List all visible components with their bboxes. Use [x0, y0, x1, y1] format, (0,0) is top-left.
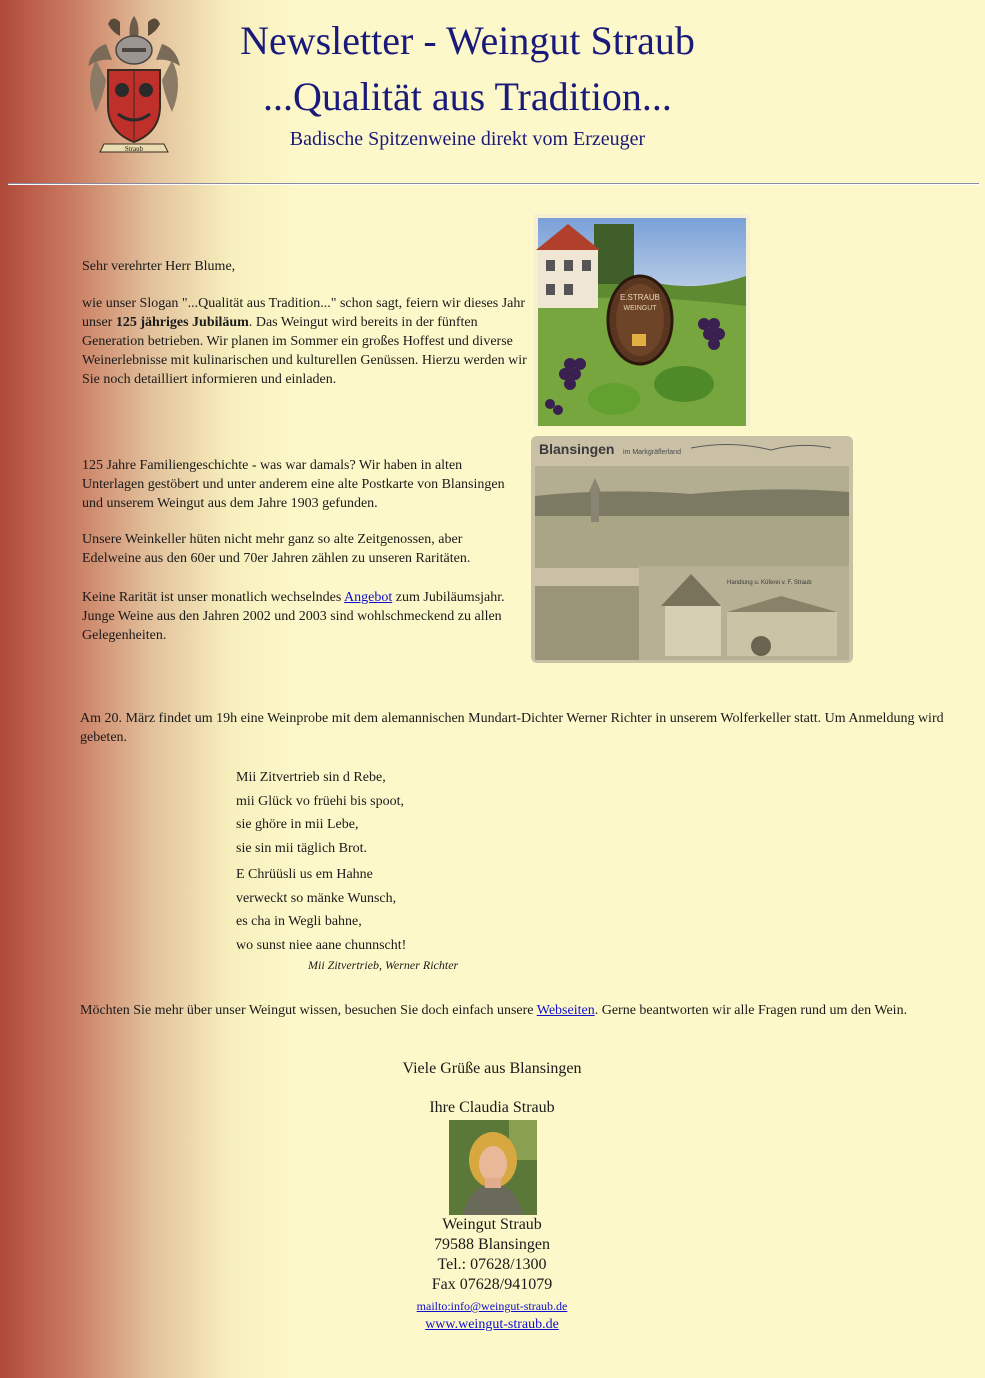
poem-line: sie ghöre in mii Lebe,: [236, 817, 359, 832]
homepage-link[interactable]: www.weingut-straub.de: [425, 1317, 559, 1332]
jubilee-highlight: 125 jähriges Jubiläum: [115, 315, 249, 330]
telephone: Tel.: 07628/1300: [437, 1256, 547, 1273]
poem-line: sie sin mii täglich Brot.: [236, 840, 368, 856]
old-postcard-image: [531, 436, 853, 663]
closing-text-b: . Gerne beantworten wir alle Fragen rund um den Wein.: [594, 1003, 908, 1018]
offer-text-a: Keine Rarität ist unser monatlich wechselndes: [82, 590, 345, 605]
poem-credit: Mii Zitvertrieb, Werner Richter: [308, 958, 459, 972]
jubilee-text-a: wie unser Slogan "...Qualität aus Tradition..." schon sagt, feiern wir dieses Jahr unser: [82, 296, 526, 330]
email-link[interactable]: mailto:info@weingut-straub.de: [416, 1299, 568, 1313]
poem-line: E Chrüüsli us em Hahne: [236, 867, 373, 882]
address-block: [292, 1215, 692, 1295]
website-link[interactable]: Webseiten: [536, 1003, 595, 1018]
slogan-title: ...Qualität aus Tradition...: [263, 74, 672, 119]
event-paragraph: Am 20. März findet um 19h eine Weinprobe mit dem alemannischen Mundart-Dichter Werner Richter in unserem Wolferkeller statt. Um Anmeldung wird gebeten.: [80, 711, 944, 745]
poem: [236, 766, 536, 957]
barrel-text-2: WEINGUT: [623, 305, 657, 312]
postcard-title: Blansingen: [539, 441, 615, 457]
closing-text-a: Möchten Sie mehr über unser Weingut wissen, besuchen Sie doch einfach unsere: [80, 1003, 537, 1018]
vineyard-barrel-image: [534, 214, 750, 426]
postcard-caption: Handlung u. Küferei v. F. Straub: [727, 580, 812, 586]
offer-text-b: zum Jubiläumsjahr. Junge Weine aus den Jahren 2002 und 2003 sind wohlschmeckend zu allen Gelegenheiten.: [82, 590, 505, 643]
postal-city: 79588 Blansingen: [434, 1236, 550, 1253]
poem-line: es cha in Wegli bahne,: [236, 914, 362, 929]
newsletter-title: Newsletter - Weingut Straub: [240, 18, 695, 63]
closing-paragraph: [80, 1001, 980, 1020]
company-name: Weingut Straub: [442, 1216, 542, 1233]
barrel-text-1: E.STRAUB: [619, 293, 661, 302]
jubilee-text-b: . Das Weingut wird bereits in der fünften Generation betrieben. Wir planen im Sommer ein großes Hoffest und diverse Weinerlebnisse mit kulinarischen und kulturellen Genüssen. Hierzu werden wir Sie noch detailliert informieren und einladen.: [82, 315, 527, 387]
poem-line: mii Glück vo früehi bis spoot,: [236, 793, 404, 809]
portrait-photo: [449, 1120, 537, 1215]
crest-banner-text: Straub: [124, 145, 144, 153]
cellar-paragraph: Unsere Weinkeller hüten nicht mehr ganz so alte Zeitgenossen, aber Edelweine aus den 60er und 70er Jahren zählen zu unseren Raritäten.: [82, 532, 471, 566]
offer-link[interactable]: Angebot: [344, 590, 393, 605]
farewell-greeting: Viele Grüße aus Blansingen: [402, 1060, 582, 1077]
poem-line: verweckt so mänke Wunsch,: [236, 890, 397, 906]
poem-line: wo sunst niee aane chunnscht!: [236, 937, 407, 953]
postcard-subtitle: im Markgräflerland: [623, 449, 681, 456]
fax: Fax 07628/941079: [431, 1276, 553, 1293]
poem-line: Mii Zitvertrieb sin d Rebe,: [236, 770, 386, 785]
header-divider: [8, 183, 979, 185]
family-crest-logo: [82, 14, 186, 154]
jubilee-paragraph: [82, 294, 527, 389]
signature-name: Ihre Claudia Straub: [429, 1099, 555, 1116]
offer-paragraph: [82, 588, 507, 645]
history-paragraph: 125 Jahre Familiengeschichte - was war damals? Wir haben in alten Unterlagen gestöbert und unter anderem eine alte Postkarte von Blansingen und unserem Weingut aus dem Jahre 1903 gefunden.: [82, 458, 505, 511]
subtitle: Badische Spitzenweine direkt vom Erzeuger: [289, 128, 646, 150]
greeting: Sehr verehrter Herr Blume,: [82, 259, 236, 274]
